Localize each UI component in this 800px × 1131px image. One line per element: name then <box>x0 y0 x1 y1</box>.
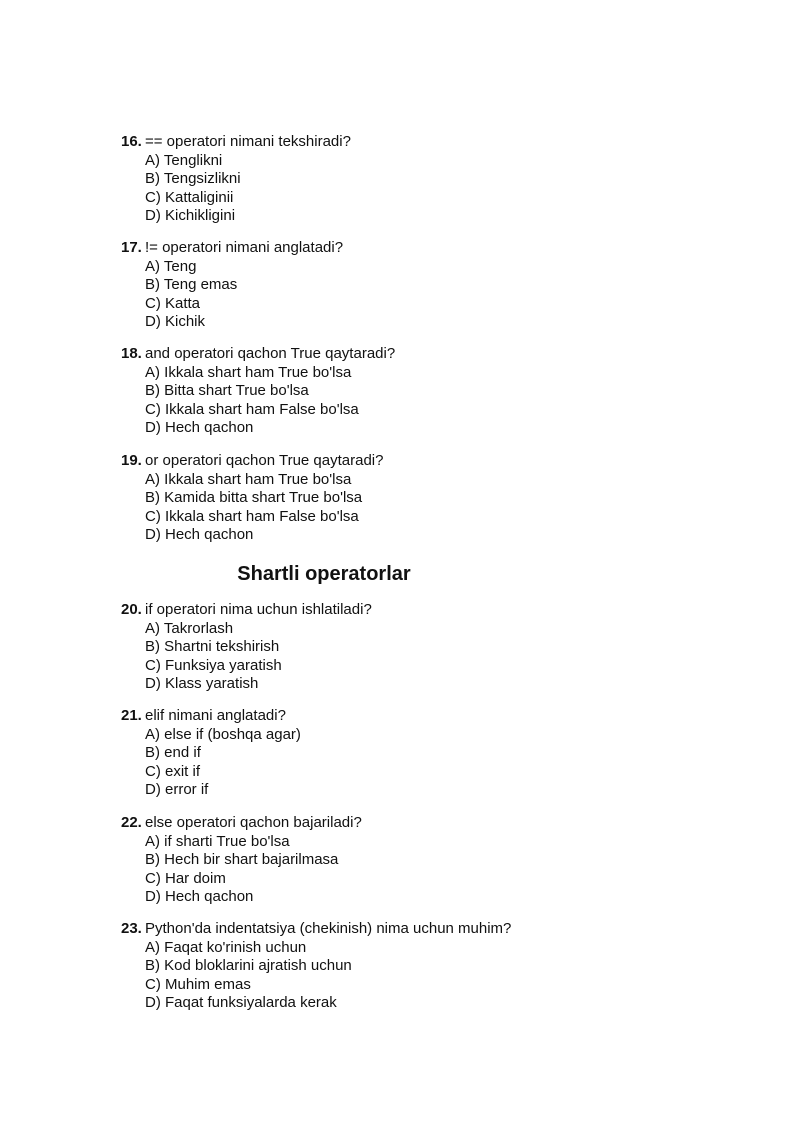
question-number: 19. <box>121 452 142 469</box>
question-number: 21. <box>121 707 142 724</box>
option-c: C) Funksiya yaratish <box>145 656 282 674</box>
option-c: C) Muhim emas <box>145 975 251 993</box>
option-a: A) Ikkala shart ham True bo'lsa <box>145 363 352 381</box>
option-d: D) Hech qachon <box>145 888 254 906</box>
question-line <box>121 452 721 471</box>
question-18 <box>121 345 721 438</box>
option-a: A) if sharti True bo'lsa <box>145 832 290 850</box>
option-a: A) Teng <box>145 257 197 275</box>
question-number: 23. <box>121 920 142 937</box>
question-text: Python'da indentatsiya (chekinish) nima uchun muhim? <box>145 920 512 937</box>
option-a: A) else if (boshqa agar) <box>145 725 301 743</box>
question-line <box>121 239 721 258</box>
question-text: == operatori nimani tekshiradi? <box>145 133 351 150</box>
question-line <box>121 920 721 939</box>
option-b: B) Shartni tekshirish <box>145 638 280 656</box>
option-d: D) Klass yaratish <box>145 675 259 693</box>
option-b: B) Hech bir shart bajarilmasa <box>145 851 339 869</box>
option-b: B) end if <box>145 744 201 762</box>
question-number: 18. <box>121 345 142 362</box>
question-22 <box>121 814 721 907</box>
question-21 <box>121 707 721 800</box>
option-b: B) Kod bloklarini ajratish uchun <box>145 957 352 975</box>
option-d: D) Hech qachon <box>145 526 254 544</box>
question-line <box>121 707 721 726</box>
question-20 <box>121 601 721 694</box>
option-d: D) Faqat funksiyalarda kerak <box>145 994 337 1012</box>
question-text: elif nimani anglatadi? <box>145 707 286 724</box>
option-a: A) Ikkala shart ham True bo'lsa <box>145 470 352 488</box>
question-text: if operatori nima uchun ishlatiladi? <box>145 601 372 618</box>
option-b: B) Teng emas <box>145 276 238 294</box>
question-line <box>121 133 721 152</box>
option-b: B) Kamida bitta shart True bo'lsa <box>145 489 363 507</box>
option-b: B) Tengsizlikni <box>145 170 241 188</box>
option-c: C) Ikkala shart ham False bo'lsa <box>145 507 359 525</box>
section-heading: Shartli operatorlar <box>237 563 411 585</box>
option-a: A) Takrorlash <box>145 619 234 637</box>
question-line <box>121 814 721 833</box>
question-16 <box>121 133 721 226</box>
question-number: 20. <box>121 601 142 618</box>
question-number: 17. <box>121 239 142 256</box>
option-c: C) Ikkala shart ham False bo'lsa <box>145 400 359 418</box>
option-c: C) Katta <box>145 294 201 312</box>
question-text: and operatori qachon True qaytaradi? <box>145 345 396 362</box>
option-d: D) Kichikligini <box>145 207 236 225</box>
question-number: 16. <box>121 133 142 150</box>
question-line <box>121 345 721 364</box>
question-text: != operatori nimani anglatadi? <box>145 239 344 256</box>
option-d: D) error if <box>145 781 209 799</box>
question-17 <box>121 239 721 332</box>
question-23 <box>121 920 721 1013</box>
option-c: C) Kattaliginii <box>145 188 234 206</box>
question-number: 22. <box>121 814 142 831</box>
option-c: C) Har doim <box>145 869 226 887</box>
option-b: B) Bitta shart True bo'lsa <box>145 382 309 400</box>
option-d: D) Kichik <box>145 313 206 331</box>
question-line <box>121 601 721 620</box>
option-a: A) Faqat ko'rinish uchun <box>145 938 307 956</box>
option-c: C) exit if <box>145 762 201 780</box>
option-d: D) Hech qachon <box>145 419 254 437</box>
question-text: or operatori qachon True qaytaradi? <box>145 452 384 469</box>
option-a: A) Tenglikni <box>145 151 223 169</box>
question-19 <box>121 452 721 545</box>
question-text: else operatori qachon bajariladi? <box>145 814 362 831</box>
